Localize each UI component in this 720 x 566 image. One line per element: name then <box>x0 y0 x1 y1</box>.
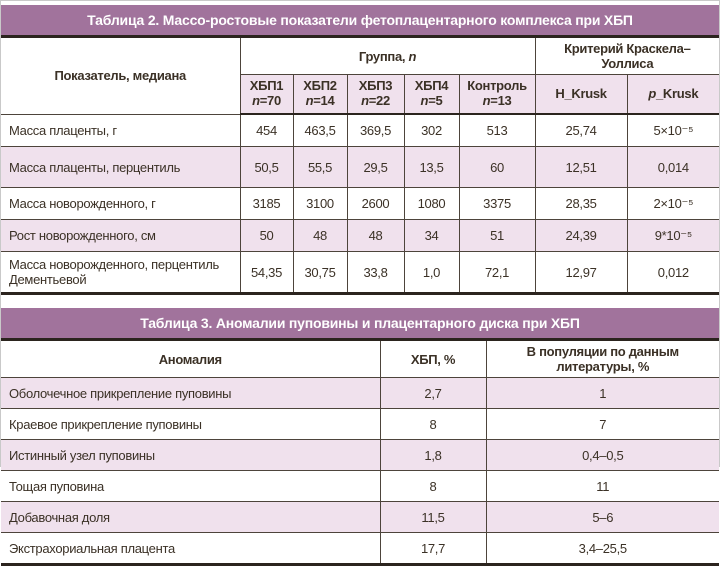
h-krusk-header: H_Krusk <box>535 75 627 115</box>
row-label: Добавочная доля <box>1 502 380 533</box>
cell-p-krusk: 9*10⁻⁵ <box>627 220 719 252</box>
row-label: Масса новорожденного, г <box>1 188 240 220</box>
row-label: Масса плаценты, перцентиль <box>1 147 240 188</box>
cell: 454 <box>240 114 293 147</box>
cell: 55,5 <box>293 147 347 188</box>
cell: 3375 <box>459 188 535 220</box>
table-row <box>1 252 719 294</box>
cell-h-krusk: 28,35 <box>535 188 627 220</box>
cell: 1,0 <box>404 252 459 294</box>
cell-ckd: 8 <box>380 409 486 440</box>
cell: 1080 <box>404 188 459 220</box>
cell-ckd: 2,7 <box>380 378 486 409</box>
table-row <box>1 220 719 252</box>
table-row <box>1 502 719 533</box>
cell-p-krusk: 2×10⁻⁵ <box>627 188 719 220</box>
indicator-column-header: Показатель, медиана <box>1 37 240 115</box>
cell: 463,5 <box>293 114 347 147</box>
row-label: Тощая пуповина <box>1 471 380 502</box>
table3-title: Таблица 3. Аномалии пуповины и плацентарного диска при ХБП <box>1 308 719 338</box>
group-ckd3-header: ХБП3 n=22 <box>347 75 404 115</box>
cell: 29,5 <box>347 147 404 188</box>
cell: 13,5 <box>404 147 459 188</box>
cell: 60 <box>459 147 535 188</box>
row-label: Масса новорожденного, перцентиль Дементьевой <box>1 252 240 294</box>
cell-population: 0,4–0,5 <box>486 440 719 471</box>
anomaly-column-header: Аномалия <box>1 340 380 378</box>
tables-gap <box>1 295 719 304</box>
page <box>1 5 719 566</box>
cell: 51 <box>459 220 535 252</box>
cell-h-krusk: 24,39 <box>535 220 627 252</box>
cell-h-krusk: 25,74 <box>535 114 627 147</box>
p-krusk-header: p_Krusk <box>627 75 719 115</box>
cell-population: 3,4–25,5 <box>486 533 719 565</box>
table3 <box>1 338 719 566</box>
cell-ckd: 1,8 <box>380 440 486 471</box>
cell: 369,5 <box>347 114 404 147</box>
cell: 34 <box>404 220 459 252</box>
table-row <box>1 188 719 220</box>
table-row <box>1 114 719 147</box>
row-label: Рост новорожденного, см <box>1 220 240 252</box>
cell-population: 5–6 <box>486 502 719 533</box>
cell-ckd: 17,7 <box>380 533 486 565</box>
group-control-header: Контроль n=13 <box>459 75 535 115</box>
cell: 54,35 <box>240 252 293 294</box>
cell: 3100 <box>293 188 347 220</box>
table-row <box>1 471 719 502</box>
cell-population: 7 <box>486 409 719 440</box>
cell: 30,75 <box>293 252 347 294</box>
table3-header-row <box>1 340 719 378</box>
group-ckd1-header: ХБП1 n=70 <box>240 75 293 115</box>
cell-ckd: 11,5 <box>380 502 486 533</box>
cell-p-krusk: 5×10⁻⁵ <box>627 114 719 147</box>
row-label: Масса плаценты, г <box>1 114 240 147</box>
cell-h-krusk: 12,51 <box>535 147 627 188</box>
cell: 3185 <box>240 188 293 220</box>
cell-h-krusk: 12,97 <box>535 252 627 294</box>
cell-population: 11 <box>486 471 719 502</box>
cell: 513 <box>459 114 535 147</box>
table-row <box>1 409 719 440</box>
table-row <box>1 440 719 471</box>
cell-p-krusk: 0,014 <box>627 147 719 188</box>
cell-p-krusk: 0,012 <box>627 252 719 294</box>
cell: 72,1 <box>459 252 535 294</box>
cell-population: 1 <box>486 378 719 409</box>
cell: 302 <box>404 114 459 147</box>
group-ckd4-header: ХБП4 n=5 <box>404 75 459 115</box>
cell: 50,5 <box>240 147 293 188</box>
row-label: Экстрахориальная плацента <box>1 533 380 565</box>
group-ckd2-header: ХБП2 n=14 <box>293 75 347 115</box>
cell: 48 <box>347 220 404 252</box>
population-column-header: В популяции по данным литературы, % <box>486 340 719 378</box>
row-label: Оболочечное прикрепление пуповины <box>1 378 380 409</box>
ckd-percent-column-header: ХБП, % <box>380 340 486 378</box>
table-row <box>1 378 719 409</box>
kruskal-column-header: Критерий Краскела–Уоллиса <box>535 37 719 75</box>
table2 <box>1 35 719 295</box>
table2-title: Таблица 2. Массо-ростовые показатели фетоплацентарного комплекса при ХБП <box>1 5 719 35</box>
group-header-text: Группа, <box>358 48 409 64</box>
group-header-n: n <box>408 48 417 64</box>
cell: 50 <box>240 220 293 252</box>
row-label: Краевое прикрепление пуповины <box>1 409 380 440</box>
cell: 2600 <box>347 188 404 220</box>
table-row <box>1 533 719 565</box>
group-column-header <box>240 37 535 75</box>
table-row <box>1 147 719 188</box>
row-label: Истинный узел пуповины <box>1 440 380 471</box>
cell: 33,8 <box>347 252 404 294</box>
cell-ckd: 8 <box>380 471 486 502</box>
cell: 48 <box>293 220 347 252</box>
table2-header-row-1 <box>1 37 719 75</box>
